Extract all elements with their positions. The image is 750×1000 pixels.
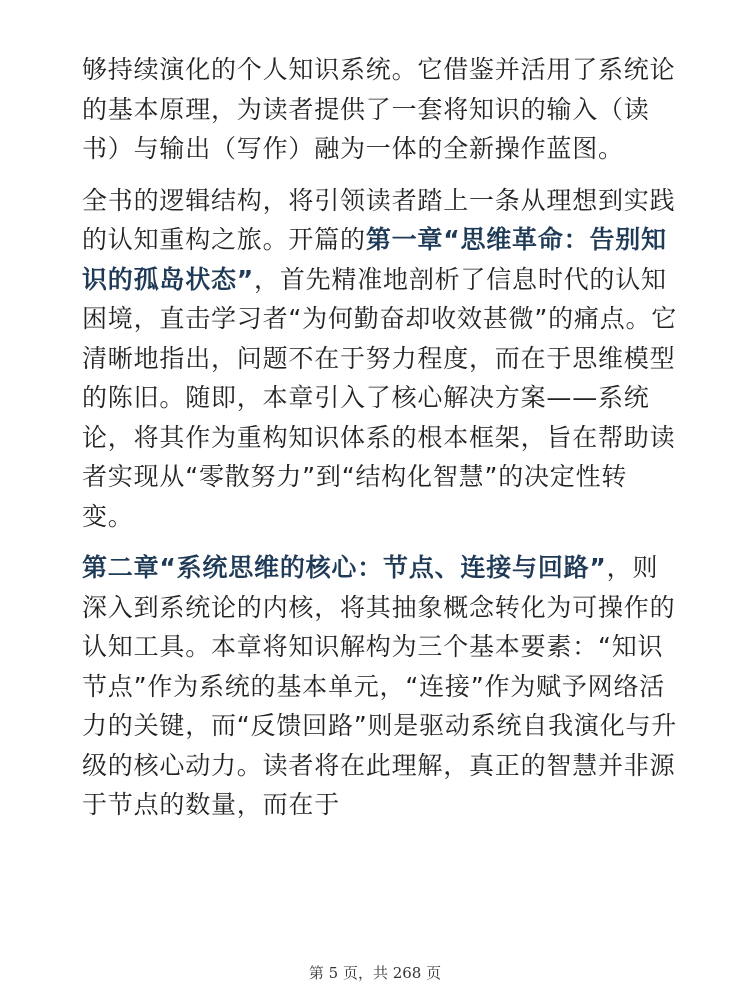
paragraph-text: 够持续演化的个人知识系统。它借鉴并活用了系统论的基本原理，为读者提供了一套将知识的输入（读书）与输出（写作）融为一体的全新操作蓝图。 (82, 55, 676, 163)
page-number-label: 第 5 页，共 268 页 (308, 964, 442, 982)
paragraph-text: ，则深入到系统论的内核，将其抽象概念转化为可操作的认知工具。本章将知识解构为三个基本要素：“知识节点”作为系统的基本单元，“连接”作为赋予网络活力的关键，而“反馈回路”则是驱动系统自我演化与升级的核心动力。读者将在此理解，真正的智慧并非源于节点的数量，而在于 (82, 553, 678, 819)
document-body (82, 50, 678, 837)
chapter-2-title: 第二章“系统思维的核心：节点、连接与回路” (82, 553, 607, 582)
paragraph-3 (82, 548, 678, 825)
chapter-1-title: 第一章“思维革命：告别知识的孤岛状态” (82, 225, 667, 294)
paragraph-text: ，首先精准地剖析了信息时代的认知困境，直击学习者“为何勤奋却收效甚微”的痛点。它清晰地指出，问题不在于努力程度，而在于思维模型的陈旧。随即，本章引入了核心解决方案——系统论，将其作为重构知识体系的根本框架，旨在帮助读者实现从“零散努力”到“结构化智慧”的决定性转变。 (82, 264, 678, 531)
paragraph-1 (82, 50, 678, 169)
paragraph-2 (82, 181, 678, 537)
paragraph-text: 全书的逻辑结构，将引领读者踏上一条从理想到实践的认知重构之旅。开篇的 (82, 185, 676, 254)
page-footer (0, 962, 750, 983)
